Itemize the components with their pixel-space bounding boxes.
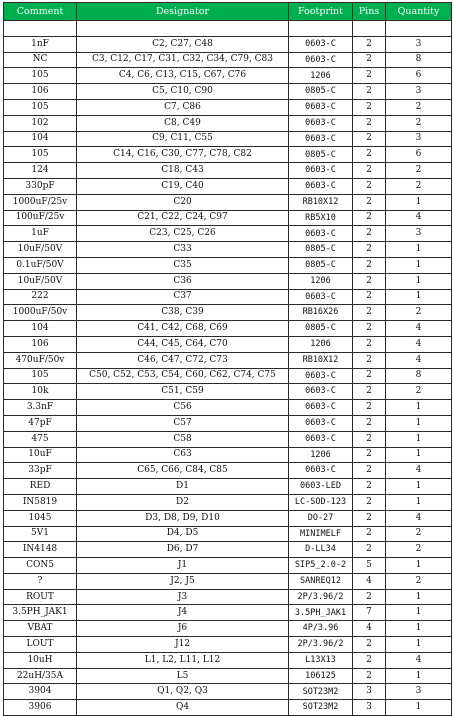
- quantity-cell: 1: [386, 558, 452, 574]
- quantity-cell: 1: [386, 668, 452, 684]
- comment-cell: 105: [4, 68, 77, 84]
- table-row: [4, 242, 452, 258]
- comment-cell: ?: [4, 573, 77, 589]
- quantity-cell: 4: [386, 652, 452, 668]
- footprint-cell: 0805-C: [289, 257, 353, 273]
- footprint-cell: SOT23M2: [289, 700, 353, 716]
- table-row: [4, 147, 452, 163]
- comment-cell: 106: [4, 336, 77, 352]
- blank-cell: [289, 21, 353, 37]
- footprint-cell: 0805-C: [289, 147, 353, 163]
- comment-cell: 3906: [4, 700, 77, 716]
- table-row: [4, 321, 452, 337]
- footprint-cell: MINIMELF: [289, 526, 353, 542]
- table-row: [4, 621, 452, 637]
- designator-cell: C63: [77, 447, 289, 463]
- table-row: [4, 52, 452, 68]
- comment-cell: 10uH: [4, 652, 77, 668]
- pins-cell: 2: [353, 336, 386, 352]
- designator-cell: C51, C59: [77, 384, 289, 400]
- footprint-cell: RB16X26: [289, 305, 353, 321]
- comment-cell: 10uF/50V: [4, 273, 77, 289]
- quantity-cell: 2: [386, 178, 452, 194]
- pins-cell: 2: [353, 463, 386, 479]
- table-row: [4, 273, 452, 289]
- footprint-cell: 0603-C: [289, 36, 353, 52]
- quantity-cell: 1: [386, 637, 452, 653]
- quantity-cell: 2: [386, 542, 452, 558]
- header-comment: Comment: [4, 3, 77, 21]
- table-row: [4, 526, 452, 542]
- pins-cell: 2: [353, 273, 386, 289]
- quantity-cell: 4: [386, 321, 452, 337]
- quantity-cell: 1: [386, 447, 452, 463]
- header-row: [4, 3, 452, 21]
- footprint-cell: 1206: [289, 68, 353, 84]
- footprint-cell: 2P/3.96/2: [289, 637, 353, 653]
- quantity-cell: 1: [386, 289, 452, 305]
- table-row: [4, 605, 452, 621]
- footprint-cell: 1206: [289, 447, 353, 463]
- footprint-cell: SANREQ12: [289, 573, 353, 589]
- designator-cell: Q4: [77, 700, 289, 716]
- comment-cell: 104: [4, 131, 77, 147]
- pins-cell: 2: [353, 194, 386, 210]
- pins-cell: 2: [353, 131, 386, 147]
- footprint-cell: 0603-C: [289, 463, 353, 479]
- table-row: [4, 115, 452, 131]
- designator-cell: D1: [77, 479, 289, 495]
- pins-cell: 5: [353, 558, 386, 574]
- table-row: [4, 431, 452, 447]
- designator-cell: C41, C42, C68, C69: [77, 321, 289, 337]
- designator-cell: Q1, Q2, Q3: [77, 684, 289, 700]
- footprint-cell: L13X13: [289, 652, 353, 668]
- quantity-cell: 2: [386, 384, 452, 400]
- table-row: [4, 400, 452, 416]
- pins-cell: 2: [353, 652, 386, 668]
- designator-cell: D6, D7: [77, 542, 289, 558]
- pins-cell: 2: [353, 526, 386, 542]
- footprint-cell: 0603-C: [289, 368, 353, 384]
- designator-cell: C2, C27, C48: [77, 36, 289, 52]
- designator-cell: C20: [77, 194, 289, 210]
- quantity-cell: 1: [386, 479, 452, 495]
- table-row: [4, 542, 452, 558]
- comment-cell: IN4148: [4, 542, 77, 558]
- comment-cell: 330pF: [4, 178, 77, 194]
- quantity-cell: 4: [386, 336, 452, 352]
- table-row: [4, 668, 452, 684]
- comment-cell: 1045: [4, 510, 77, 526]
- comment-cell: 124: [4, 163, 77, 179]
- quantity-cell: 1: [386, 494, 452, 510]
- quantity-cell: 2: [386, 573, 452, 589]
- pins-cell: 2: [353, 163, 386, 179]
- quantity-cell: 2: [386, 99, 452, 115]
- table-row: [4, 447, 452, 463]
- pins-cell: 2: [353, 99, 386, 115]
- table-row: [4, 463, 452, 479]
- footprint-cell: LC-SOD-123: [289, 494, 353, 510]
- footprint-cell: 0805-C: [289, 84, 353, 100]
- pins-cell: 7: [353, 605, 386, 621]
- comment-cell: 0.1uF/50V: [4, 257, 77, 273]
- pins-cell: 4: [353, 573, 386, 589]
- footprint-cell: 1206: [289, 336, 353, 352]
- pins-cell: 2: [353, 637, 386, 653]
- table-row: [4, 36, 452, 52]
- designator-cell: C3, C12, C17, C31, C32, C34, C79, C83: [77, 52, 289, 68]
- pins-cell: 2: [353, 494, 386, 510]
- quantity-cell: 4: [386, 463, 452, 479]
- designator-cell: C65, C66, C84, C85: [77, 463, 289, 479]
- table-row: [4, 384, 452, 400]
- table-row: [4, 99, 452, 115]
- quantity-cell: 1: [386, 621, 452, 637]
- footprint-cell: 0603-C: [289, 178, 353, 194]
- quantity-cell: 2: [386, 163, 452, 179]
- comment-cell: 1000uF/25v: [4, 194, 77, 210]
- table-row: [4, 68, 452, 84]
- footprint-cell: 0603-C: [289, 226, 353, 242]
- comment-cell: ROUT: [4, 589, 77, 605]
- comment-cell: CON5: [4, 558, 77, 574]
- pins-cell: 2: [353, 368, 386, 384]
- table-row: [4, 494, 452, 510]
- comment-cell: RED: [4, 479, 77, 495]
- quantity-cell: 8: [386, 52, 452, 68]
- comment-cell: 105: [4, 99, 77, 115]
- comment-cell: 475: [4, 431, 77, 447]
- footprint-cell: 0603-LED: [289, 479, 353, 495]
- table-row: [4, 257, 452, 273]
- footprint-cell: 0603-C: [289, 52, 353, 68]
- pins-cell: 2: [353, 321, 386, 337]
- pins-cell: 2: [353, 178, 386, 194]
- designator-cell: C44, C45, C64, C70: [77, 336, 289, 352]
- table-row: [4, 305, 452, 321]
- comment-cell: LOUT: [4, 637, 77, 653]
- header-footprint: Footprint: [289, 3, 353, 21]
- designator-cell: C7, C86: [77, 99, 289, 115]
- pins-cell: 2: [353, 668, 386, 684]
- pins-cell: 2: [353, 305, 386, 321]
- bom-sheet: [3, 2, 451, 713]
- footprint-cell: 0603-C: [289, 289, 353, 305]
- table-row: [4, 226, 452, 242]
- comment-cell: IN5819: [4, 494, 77, 510]
- footprint-cell: 2P/3.96/2: [289, 589, 353, 605]
- pins-cell: 2: [353, 242, 386, 258]
- table-row: [4, 479, 452, 495]
- pins-cell: 2: [353, 352, 386, 368]
- pins-cell: 2: [353, 542, 386, 558]
- pins-cell: 2: [353, 210, 386, 226]
- footprint-cell: RB5X10: [289, 210, 353, 226]
- table-row: [4, 178, 452, 194]
- footprint-cell: 3.5PH_JAK1: [289, 605, 353, 621]
- comment-cell: 5V1: [4, 526, 77, 542]
- comment-cell: 1nF: [4, 36, 77, 52]
- table-row: [4, 289, 452, 305]
- designator-cell: C19, C40: [77, 178, 289, 194]
- quantity-cell: 4: [386, 210, 452, 226]
- pins-cell: 2: [353, 84, 386, 100]
- footprint-cell: 1206: [289, 273, 353, 289]
- quantity-cell: 1: [386, 400, 452, 416]
- table-row: [4, 573, 452, 589]
- comment-cell: VBAT: [4, 621, 77, 637]
- pins-cell: 2: [353, 400, 386, 416]
- quantity-cell: 1: [386, 605, 452, 621]
- comment-cell: 10uF: [4, 447, 77, 463]
- comment-cell: 222: [4, 289, 77, 305]
- pins-cell: 2: [353, 115, 386, 131]
- blank-cell: [353, 21, 386, 37]
- footprint-cell: D-LL34: [289, 542, 353, 558]
- footprint-cell: SOT23M2: [289, 684, 353, 700]
- comment-cell: 104: [4, 321, 77, 337]
- comment-cell: 102: [4, 115, 77, 131]
- table-row: [4, 558, 452, 574]
- quantity-cell: 3: [386, 84, 452, 100]
- comment-cell: 3.3nF: [4, 400, 77, 416]
- quantity-cell: 2: [386, 115, 452, 131]
- table-row: [4, 84, 452, 100]
- blank-row: [4, 21, 452, 37]
- pins-cell: 3: [353, 700, 386, 716]
- footprint-cell: RB10X12: [289, 352, 353, 368]
- quantity-cell: 3: [386, 131, 452, 147]
- comment-cell: 105: [4, 368, 77, 384]
- designator-cell: J6: [77, 621, 289, 637]
- pins-cell: 2: [353, 589, 386, 605]
- designator-cell: C50, C52, C53, C54, C60, C62, C74, C75: [77, 368, 289, 384]
- footprint-cell: 0603-C: [289, 384, 353, 400]
- blank-cell: [386, 21, 452, 37]
- footprint-cell: 0603-C: [289, 415, 353, 431]
- table-row: [4, 194, 452, 210]
- table-row: [4, 352, 452, 368]
- table-row: [4, 510, 452, 526]
- table-row: [4, 415, 452, 431]
- pins-cell: 2: [353, 147, 386, 163]
- pins-cell: 2: [353, 226, 386, 242]
- quantity-cell: 3: [386, 684, 452, 700]
- pins-cell: 3: [353, 684, 386, 700]
- header-quantity: Quantity: [386, 3, 452, 21]
- footprint-cell: 0603-C: [289, 400, 353, 416]
- pins-cell: 4: [353, 621, 386, 637]
- designator-cell: C35: [77, 257, 289, 273]
- quantity-cell: 1: [386, 700, 452, 716]
- quantity-cell: 1: [386, 194, 452, 210]
- footprint-cell: 0805-C: [289, 242, 353, 258]
- footprint-cell: 4P/3.96: [289, 621, 353, 637]
- table-row: [4, 131, 452, 147]
- footprint-cell: SIP5_2.0-2: [289, 558, 353, 574]
- quantity-cell: 4: [386, 352, 452, 368]
- designator-cell: C46, C47, C72, C73: [77, 352, 289, 368]
- table-row: [4, 700, 452, 716]
- quantity-cell: 3: [386, 226, 452, 242]
- bom-table: [3, 2, 452, 716]
- header-designator: Designator: [77, 3, 289, 21]
- pins-cell: 2: [353, 384, 386, 400]
- comment-cell: 100uF/25v: [4, 210, 77, 226]
- footprint-cell: RB10X12: [289, 194, 353, 210]
- blank-cell: [77, 21, 289, 37]
- footprint-cell: 0603-C: [289, 99, 353, 115]
- designator-cell: L1, L2, L11, L12: [77, 652, 289, 668]
- quantity-cell: 3: [386, 36, 452, 52]
- designator-cell: J4: [77, 605, 289, 621]
- footprint-cell: 106125: [289, 668, 353, 684]
- pins-cell: 2: [353, 479, 386, 495]
- designator-cell: C56: [77, 400, 289, 416]
- comment-cell: 1000uF/50v: [4, 305, 77, 321]
- pins-cell: 2: [353, 68, 386, 84]
- quantity-cell: 6: [386, 147, 452, 163]
- designator-cell: C8, C49: [77, 115, 289, 131]
- pins-cell: 2: [353, 36, 386, 52]
- pins-cell: 2: [353, 52, 386, 68]
- bom-body: [4, 21, 452, 716]
- pins-cell: 2: [353, 289, 386, 305]
- designator-cell: C5, C10, C90: [77, 84, 289, 100]
- designator-cell: C14, C16, C30, C77, C78, C82: [77, 147, 289, 163]
- quantity-cell: 4: [386, 510, 452, 526]
- quantity-cell: 1: [386, 242, 452, 258]
- table-row: [4, 684, 452, 700]
- designator-cell: J2, J5: [77, 573, 289, 589]
- quantity-cell: 8: [386, 368, 452, 384]
- designator-cell: C23, C25, C26: [77, 226, 289, 242]
- designator-cell: C21, C22, C24, C97: [77, 210, 289, 226]
- quantity-cell: 1: [386, 415, 452, 431]
- table-row: [4, 210, 452, 226]
- designator-cell: J3: [77, 589, 289, 605]
- table-row: [4, 637, 452, 653]
- footprint-cell: 0603-C: [289, 431, 353, 447]
- pins-cell: 2: [353, 510, 386, 526]
- pins-cell: 2: [353, 415, 386, 431]
- blank-cell: [4, 21, 77, 37]
- table-row: [4, 368, 452, 384]
- designator-cell: D3, D8, D9, D10: [77, 510, 289, 526]
- designator-cell: C36: [77, 273, 289, 289]
- table-row: [4, 163, 452, 179]
- quantity-cell: 6: [386, 68, 452, 84]
- comment-cell: 3.5PH_JAK1: [4, 605, 77, 621]
- comment-cell: 105: [4, 147, 77, 163]
- designator-cell: C38, C39: [77, 305, 289, 321]
- designator-cell: C4, C6, C13, C15, C67, C76: [77, 68, 289, 84]
- quantity-cell: 1: [386, 273, 452, 289]
- footprint-cell: 0603-C: [289, 115, 353, 131]
- comment-cell: 3904: [4, 684, 77, 700]
- quantity-cell: 1: [386, 431, 452, 447]
- pins-cell: 2: [353, 431, 386, 447]
- designator-cell: C37: [77, 289, 289, 305]
- comment-cell: NC: [4, 52, 77, 68]
- designator-cell: D4, D5: [77, 526, 289, 542]
- comment-cell: 10k: [4, 384, 77, 400]
- footprint-cell: 0805-C: [289, 321, 353, 337]
- footprint-cell: 0603-C: [289, 163, 353, 179]
- footprint-cell: DO-27: [289, 510, 353, 526]
- footprint-cell: 0603-C: [289, 131, 353, 147]
- comment-cell: 106: [4, 84, 77, 100]
- comment-cell: 1uF: [4, 226, 77, 242]
- table-row: [4, 652, 452, 668]
- pins-cell: 2: [353, 257, 386, 273]
- pins-cell: 2: [353, 447, 386, 463]
- comment-cell: 10uF/50V: [4, 242, 77, 258]
- comment-cell: 47pF: [4, 415, 77, 431]
- designator-cell: L5: [77, 668, 289, 684]
- designator-cell: C9, C11, C55: [77, 131, 289, 147]
- quantity-cell: 1: [386, 589, 452, 605]
- header-pins: Pins: [353, 3, 386, 21]
- comment-cell: 33pF: [4, 463, 77, 479]
- designator-cell: C18, C43: [77, 163, 289, 179]
- designator-cell: D2: [77, 494, 289, 510]
- quantity-cell: 2: [386, 526, 452, 542]
- designator-cell: J12: [77, 637, 289, 653]
- comment-cell: 22uH/35A: [4, 668, 77, 684]
- designator-cell: C58: [77, 431, 289, 447]
- designator-cell: J1: [77, 558, 289, 574]
- designator-cell: C57: [77, 415, 289, 431]
- quantity-cell: 1: [386, 257, 452, 273]
- table-row: [4, 589, 452, 605]
- designator-cell: C33: [77, 242, 289, 258]
- comment-cell: 470uF/50v: [4, 352, 77, 368]
- quantity-cell: 2: [386, 305, 452, 321]
- table-row: [4, 336, 452, 352]
